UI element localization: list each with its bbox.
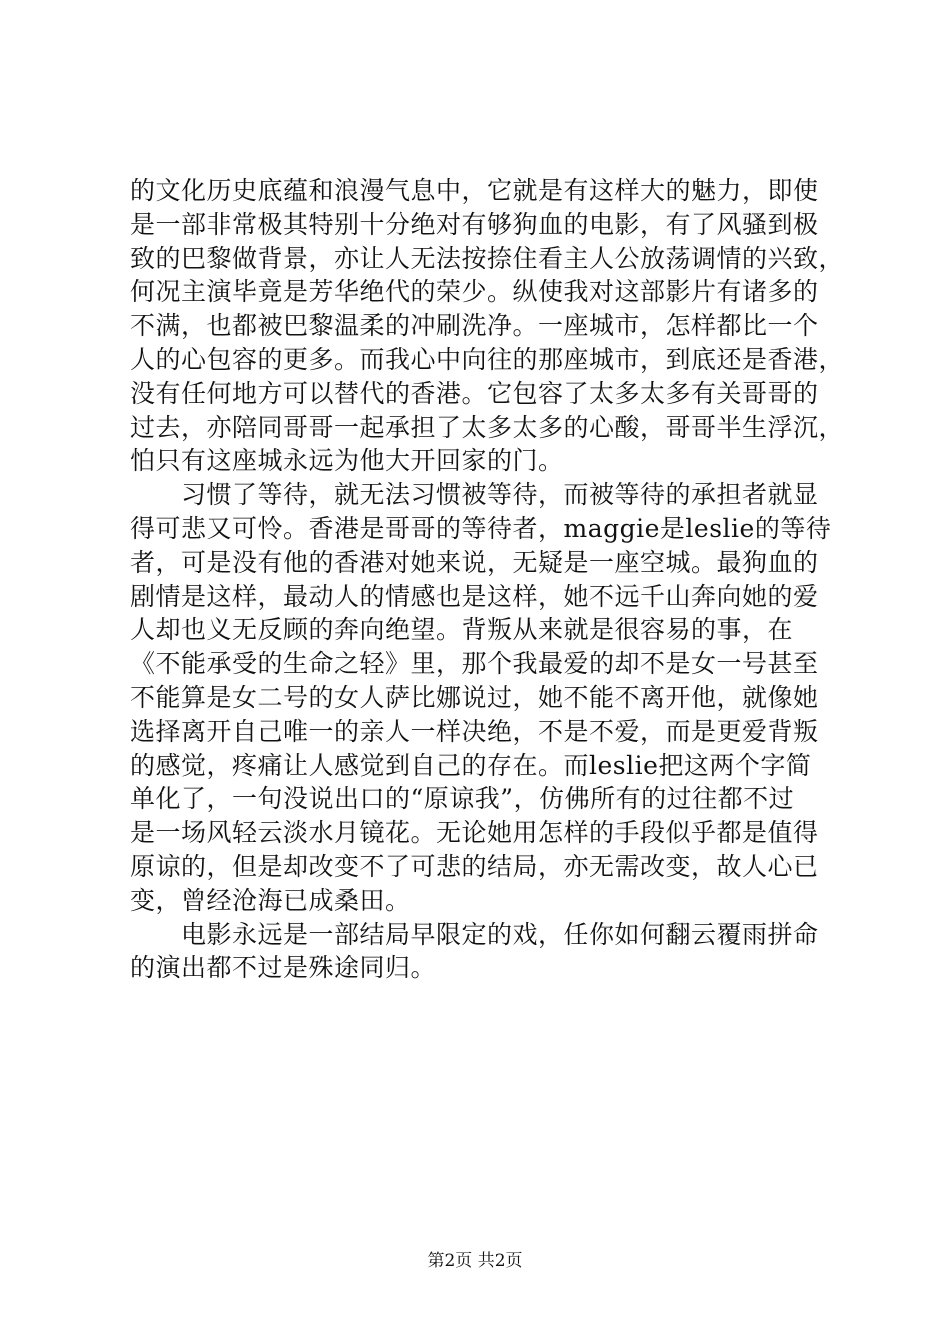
text-line: 怕只有这座城永远为他大开回家的门。 bbox=[130, 446, 564, 476]
text-line: 变，曾经沧海已成桑田。 bbox=[130, 885, 411, 915]
text-line: 电影永远是一部结局早限定的戏，任你如何翻云覆雨拼命 bbox=[130, 919, 819, 949]
text-line: 原谅的，但是却改变不了可悲的结局，亦无需改变，故人心已 bbox=[130, 851, 819, 881]
text-line: 没有任何地方可以替代的香港。它包容了太多太多有关哥哥的 bbox=[130, 378, 819, 408]
text-line: 得可悲又可怜。香港是哥哥的等待者，maggie是leslie的等待 bbox=[130, 513, 832, 543]
page-number-footer: 第2页 共2页 bbox=[427, 1251, 523, 1271]
text-line: 的演出都不过是殊途同归。 bbox=[130, 953, 437, 983]
text-line: 何况主演毕竟是芳华绝代的荣少。纵使我对这部影片有诸多的 bbox=[130, 277, 819, 307]
text-line: 人的心包容的更多。而我心中向往的那座城市，到底还是香港， bbox=[130, 344, 845, 374]
text-line: 是一场风轻云淡水月镜花。无论她用怎样的手段似乎都是值得 bbox=[130, 818, 819, 848]
text-line: 选择离开自己唯一的亲人一样决绝，不是不爱，而是更爱背叛 bbox=[130, 716, 819, 746]
text-line: 习惯了等待，就无法习惯被等待，而被等待的承担者就显 bbox=[130, 480, 819, 510]
text-line: 单化了，一句没说出口的“原谅我”，仿佛所有的过往都不过 bbox=[130, 784, 795, 814]
text-line: 的文化历史底蕴和浪漫气息中，它就是有这样大的魅力，即使 bbox=[130, 176, 819, 205]
text-line: 不能算是女二号的女人萨比娜说过，她不能不离开他，就像她 bbox=[130, 682, 819, 712]
text-line: 剧情是这样，最动人的情感也是这样，她不远千山奔向她的爱 bbox=[130, 581, 819, 611]
text-line: 是一部非常极其特别十分绝对有够狗血的电影，有了风骚到极 bbox=[130, 209, 819, 239]
body-text bbox=[130, 174, 845, 985]
text-line: 《不能承受的生命之轻》里，那个我最爱的却不是女一号甚至 bbox=[130, 649, 819, 679]
text-line: 人却也义无反顾的奔向绝望。背叛从来就是很容易的事，在 bbox=[130, 615, 794, 645]
text-line: 的感觉，疼痛让人感觉到自己的存在。而leslie把这两个字简 bbox=[130, 750, 812, 780]
text-line: 者，可是没有他的香港对她来说，无疑是一座空城。最狗血的 bbox=[130, 547, 819, 577]
text-line: 不满，也都被巴黎温柔的冲刷洗净。一座城市，怎样都比一个 bbox=[130, 311, 819, 341]
text-line: 致的巴黎做背景，亦让人无法按捺住看主人公放荡调情的兴致， bbox=[130, 243, 845, 273]
text-line: 过去，亦陪同哥哥一起承担了太多太多的心酸，哥哥半生浮沉， bbox=[130, 412, 845, 442]
